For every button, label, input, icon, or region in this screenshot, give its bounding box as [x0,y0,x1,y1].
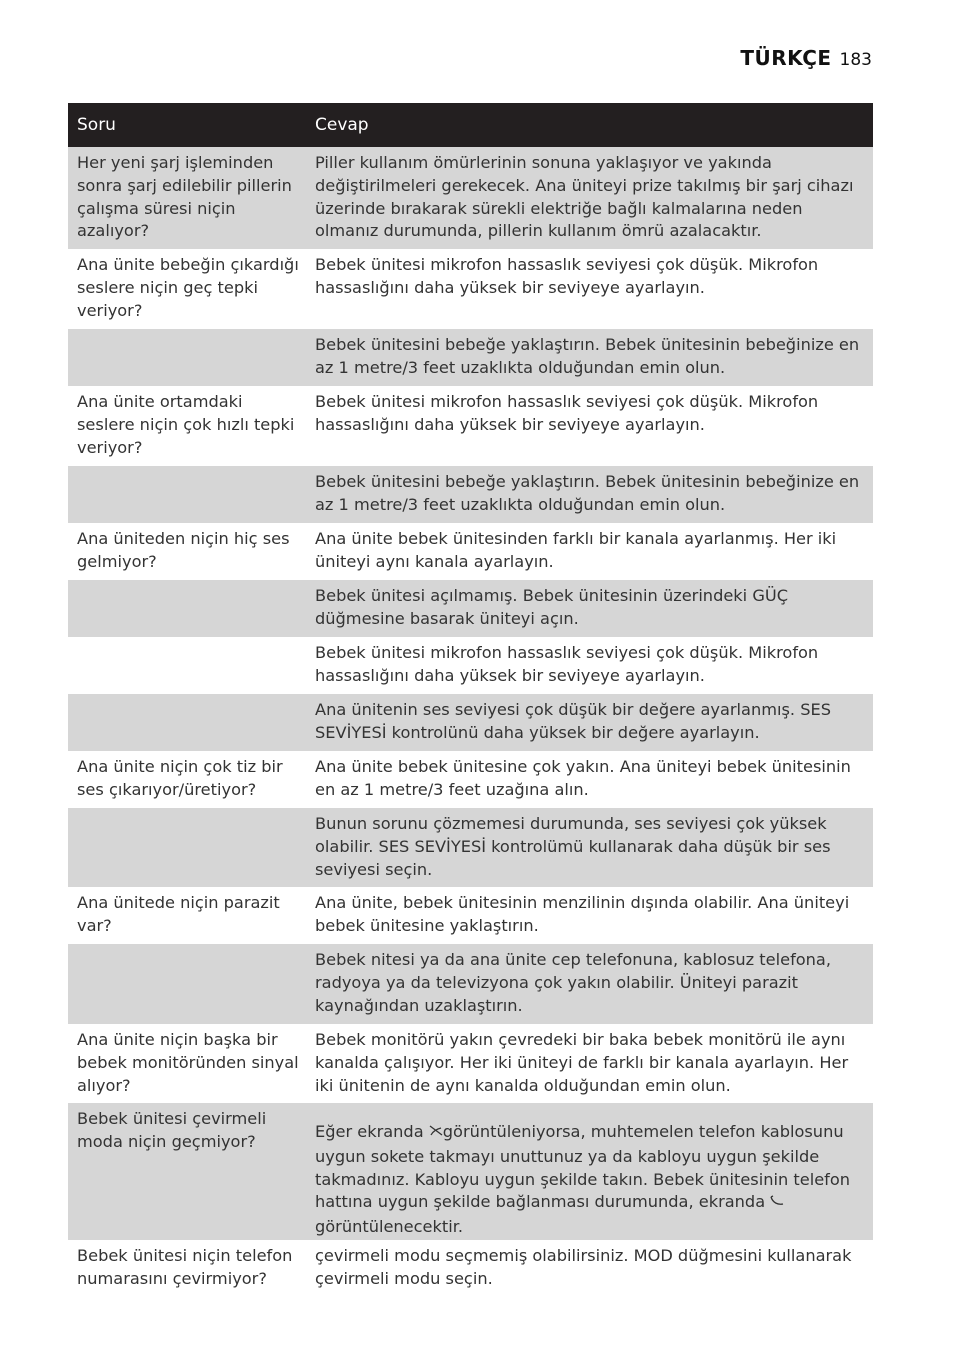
answer-cell: Piller kullanım ömürlerinin sonuna yaklaşıyor ve yakında değiştirilmeleri gerekecek. Ana üniteyi prize takılmış bir şarj cihazı üzerinde bırakarak sürekli elektriğe bağlı kalmalarına neden olmanız durumunda, pillerin kullanım ömrü azalacaktır. [315,153,854,241]
answer-cell: Bebek monitörü yakın çevredeki bir baka bebek monitörü ile aynı kanalda çalışıyor. Her iki üniteyi de farklı bir kanala ayarlayın. Her iki ünitenin de aynı kanalda olduğundan emin olun. [315,1030,849,1095]
table-header [68,103,873,147]
question-cell [68,694,306,751]
table-row [68,523,873,580]
answer-cell: Ana ünitenin ses seviyesi çok düşük bir değere ayarlanmış. SES SEVİYESİ kontrolünü daha yüksek bir değere ayarlayın. [315,700,831,742]
question-cell: Ana ünite niçin çok tiz bir ses çıkarıyor/üretiyor? [77,757,283,799]
question-cell: Ana ünite ortamdaki seslere niçin çok hızlı tepki veriyor? [77,392,295,457]
table-row [68,808,873,887]
table-row [68,887,873,944]
page-number: 183 [839,50,872,70]
table-row [68,1240,873,1297]
answer-cell: Bebek ünitesi mikrofon hassaslık seviyesi çok düşük. Mikrofon hassaslığını daha yüksek bir seviyeye ayarlayın. [315,255,819,297]
answer-cell: Ana ünite bebek ünitesinden farklı bir kanala ayarlanmış. Her iki üniteyi aynı kanala ayarlayın. [315,529,837,571]
answer-cell: Bebek nitesi ya da ana ünite cep telefonuna, kablosuz telefona, radyoya ya da televizyona çok yakın olabilir. Üniteyi parazit kaynağından uzaklaştırın. [315,950,832,1015]
phone-disconnected-icon [429,1123,443,1146]
table-row [68,944,873,1024]
table-row [68,329,873,386]
answer-cell: Ana ünite bebek ünitesine çok yakın. Ana üniteyi bebek ünitesinin en az 1 metre/3 feet uzağına alın. [315,757,851,799]
troubleshooting-table [68,103,873,1297]
page-header [740,46,872,76]
table-row [68,1103,873,1240]
question-cell [68,637,306,694]
table-row [68,1024,873,1103]
answer-cell: Ana ünite, bebek ünitesinin menzilinin dışında olabilir. Ana üniteyi bebek ünitesine yaklaştırın. [315,893,850,935]
table-row [68,147,873,249]
question-cell [68,944,306,1024]
question-cell: Bebek ünitesi niçin telefon numarasını çevirmiyor? [77,1246,293,1288]
question-cell [68,329,306,386]
table-row [68,466,873,523]
table-row [68,386,873,466]
answer-text-part: görüntüleniyorsa, muhtemelen telefon kablosunu uygun sokete takmayı unuttunuz ya da kabloyu uygun şekilde takmadınız. Kabloyu uygun şekilde takın. Bebek ünitesinin telefon hattına uygun şekilde bağlanması durumunda, ekranda [315,1122,851,1212]
question-cell: Bebek ünitesi çevirmeli moda niçin geçmiyor? [77,1109,267,1151]
question-cell: Ana ünite niçin başka bir bebek monitöründen sinyal alıyor? [77,1030,299,1095]
answer-cell: Bunun sorunu çözmemesi durumunda, ses seviyesi çok yüksek olabilir. SES SEVİYESİ kontrolümü kullanarak daha düşük bir ses seviyesi seçin. [315,814,831,879]
table-row [68,580,873,637]
column-header-question: Soru [77,115,116,135]
question-cell [68,466,306,523]
answer-cell: Bebek ünitesi mikrofon hassaslık seviyesi çok düşük. Mikrofon hassaslığını daha yüksek bir seviyeye ayarlayın. [315,392,819,434]
table-row [68,249,873,329]
answer-cell: Bebek ünitesini bebeğe yaklaştırın. Bebek ünitesinin bebeğinize en az 1 metre/3 feet uzaklıkta olduğundan emin olun. [315,472,860,514]
table-row [68,751,873,808]
question-cell: Ana üniteden niçin hiç ses gelmiyor? [77,529,290,571]
language-title: TÜRKÇE [740,46,832,70]
answer-cell: Bebek ünitesini bebeğe yaklaştırın. Bebek ünitesinin bebeğinize en az 1 metre/3 feet uzaklıkta olduğundan emin olun. [315,335,860,377]
question-cell [68,808,306,887]
answer-cell [306,1103,873,1240]
answer-cell: Bebek ünitesi mikrofon hassaslık seviyesi çok düşük. Mikrofon hassaslığını daha yüksek bir seviyeye ayarlayın. [315,643,819,685]
question-cell: Ana ünitede niçin parazit var? [77,893,280,935]
answer-text-part: Eğer ekranda [315,1122,429,1141]
answer-text-part: görüntülenecektir. [315,1217,464,1237]
phone-connected-icon [770,1193,784,1216]
table-row [68,694,873,751]
question-cell: Ana ünite bebeğin çıkardığı seslere niçin geç tepki veriyor? [77,255,299,320]
question-cell [68,580,306,637]
table-row [68,637,873,694]
answer-cell: çevirmeli modu seçmemiş olabilirsiniz. MOD düğmesini kullanarak çevirmeli modu seçin. [315,1246,852,1288]
answer-cell: Bebek ünitesi açılmamış. Bebek ünitesinin üzerindeki GÜÇ düğmesine basarak üniteyi açın. [315,586,789,628]
column-header-answer: Cevap [315,115,369,135]
question-cell: Her yeni şarj işleminden sonra şarj edilebilir pillerin çalışma süresi niçin azalıyor? [77,153,292,241]
